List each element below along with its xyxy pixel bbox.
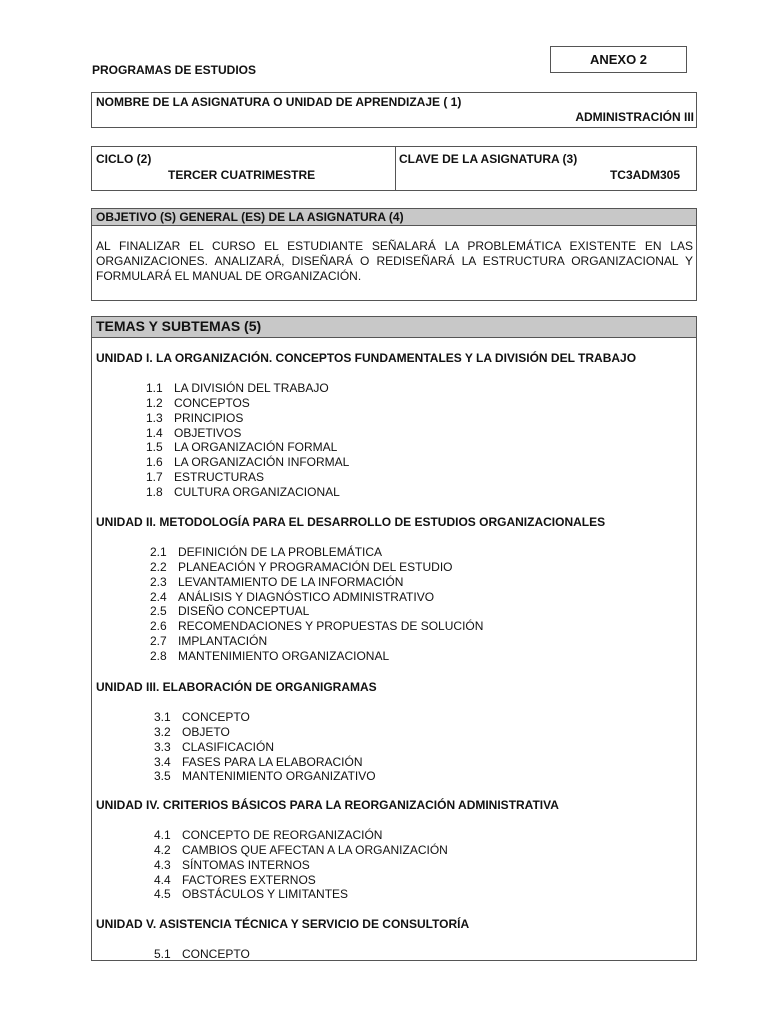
- list-item: [150, 649, 389, 664]
- item-text: OBJETO: [182, 724, 230, 739]
- item-number: 2.8: [150, 648, 167, 663]
- item-text: DEFINICIÓN DE LA PROBLEMÁTICA: [178, 545, 383, 559]
- item-text: FASES PARA LA ELABORACIÓN: [182, 754, 363, 769]
- item-text: MANTENIMIENTO ORGANIZACIONAL: [178, 648, 390, 663]
- list-item: [146, 470, 264, 485]
- list-item: [146, 485, 340, 500]
- item-text: SÍNTOMAS INTERNOS: [182, 857, 310, 872]
- list-item: [150, 619, 483, 634]
- item-text: CONCEPTO DE REORGANIZACIÓN: [182, 828, 383, 842]
- objective-header: [92, 209, 696, 226]
- list-item: [150, 634, 267, 649]
- list-item: [150, 560, 453, 575]
- list-item: [146, 411, 243, 426]
- list-item: [150, 590, 434, 605]
- item-number: 4.1: [154, 828, 171, 842]
- item-number: 2.1: [150, 545, 167, 559]
- programs-title: PROGRAMAS DE ESTUDIOS: [92, 63, 257, 77]
- list-item: [154, 740, 274, 755]
- item-number: 2.2: [150, 559, 167, 574]
- list-item: [146, 440, 337, 455]
- cycle-key-box: [91, 146, 697, 191]
- list-item: [154, 725, 230, 740]
- cycle-divider: [395, 147, 396, 190]
- list-item: [146, 455, 349, 470]
- item-number: 3.2: [154, 724, 171, 739]
- item-number: 4.5: [154, 887, 171, 902]
- list-item: [154, 769, 376, 784]
- item-text: CONCEPTO: [182, 947, 250, 961]
- item-number: 2.5: [150, 604, 167, 619]
- subject-name-value: ADMINISTRACIÓN III: [575, 110, 694, 124]
- item-text: CAMBIOS QUE AFECTAN A LA ORGANIZACIÓN: [182, 842, 448, 857]
- item-number: 3.1: [154, 710, 171, 724]
- item-number: 1.8: [146, 484, 163, 499]
- list-item: [146, 381, 329, 396]
- item-number: 4.4: [154, 872, 171, 887]
- item-number: 2.6: [150, 619, 167, 634]
- unit-title: UNIDAD IV. CRITERIOS BÁSICOS PARA LA REORGANIZACIÓN ADMINISTRATIVA: [96, 798, 559, 812]
- item-number: 1.5: [146, 440, 163, 455]
- list-item: [150, 575, 403, 590]
- cycle-value: TERCER CUATRIMESTRE: [168, 168, 316, 182]
- item-text: OBSTÁCULOS Y LIMITANTES: [182, 887, 349, 902]
- item-text: OBJETIVOS: [174, 425, 242, 440]
- item-text: FACTORES EXTERNOS: [182, 872, 316, 887]
- item-text: MANTENIMIENTO ORGANIZATIVO: [182, 769, 376, 784]
- topics-label: TEMAS Y SUBTEMAS (5): [96, 318, 262, 334]
- list-item: [154, 710, 250, 725]
- item-text: LA DIVISIÓN DEL TRABAJO: [174, 381, 329, 395]
- anexo-box: [550, 46, 687, 73]
- list-item: [150, 545, 382, 560]
- list-item: [154, 828, 382, 843]
- objective-box: [91, 208, 697, 301]
- list-item: [154, 873, 316, 888]
- item-text: ESTRUCTURAS: [174, 470, 265, 485]
- item-text: RECOMENDACIONES Y PROPUESTAS DE SOLUCIÓN: [178, 619, 484, 634]
- item-number: 1.7: [146, 470, 163, 485]
- item-number: 5.1: [154, 947, 171, 961]
- item-text: LA ORGANIZACIÓN INFORMAL: [174, 455, 350, 470]
- list-item: [154, 843, 448, 858]
- list-item: [146, 426, 241, 441]
- subject-name-label: NOMBRE DE LA ASIGNATURA O UNIDAD DE APRENDIZAJE ( 1): [96, 95, 462, 109]
- list-item: [154, 755, 363, 770]
- item-text: CLASIFICACIÓN: [182, 739, 275, 754]
- item-text: LEVANTAMIENTO DE LA INFORMACIÓN: [178, 574, 404, 589]
- list-item: [154, 887, 348, 902]
- item-text: ANÁLISIS Y DIAGNÓSTICO ADMINISTRATIVO: [178, 589, 435, 604]
- item-number: 2.7: [150, 634, 167, 649]
- item-text: CULTURA ORGANIZACIONAL: [174, 484, 340, 499]
- unit-title: UNIDAD III. ELABORACIÓN DE ORGANIGRAMAS: [96, 680, 377, 694]
- subject-name-box: [91, 92, 697, 128]
- item-number: 1.2: [146, 395, 163, 410]
- item-text: CONCEPTOS: [174, 395, 250, 410]
- item-number: 3.5: [154, 769, 171, 784]
- anexo-label: ANEXO 2: [589, 52, 648, 67]
- item-number: 1.4: [146, 425, 163, 440]
- list-item: [150, 604, 309, 619]
- objective-label: OBJETIVO (S) GENERAL (ES) DE LA ASIGNATURA (4): [96, 210, 404, 224]
- item-number: 3.3: [154, 739, 171, 754]
- item-text: IMPLANTACIÓN: [178, 634, 268, 649]
- item-text: PLANEACIÓN Y PROGRAMACIÓN DEL ESTUDIO: [178, 559, 453, 574]
- unit-title: UNIDAD V. ASISTENCIA TÉCNICA Y SERVICIO DE CONSULTORÍA: [96, 917, 470, 931]
- item-number: 1.1: [146, 381, 163, 395]
- item-number: 2.3: [150, 574, 167, 589]
- item-text: LA ORGANIZACIÓN FORMAL: [174, 440, 338, 455]
- item-number: 4.3: [154, 857, 171, 872]
- topics-box: [91, 316, 697, 961]
- item-number: 1.3: [146, 410, 163, 425]
- list-item: [154, 858, 310, 873]
- item-number: 2.4: [150, 589, 167, 604]
- subject-key-value: TC3ADM305: [609, 168, 680, 182]
- item-text: PRINCIPIOS: [174, 410, 244, 425]
- unit-title: UNIDAD II. METODOLOGÍA PARA EL DESARROLLO DE ESTUDIOS ORGANIZACIONALES: [96, 515, 606, 529]
- item-text: DISEÑO CONCEPTUAL: [178, 604, 310, 619]
- item-number: 1.6: [146, 455, 163, 470]
- item-number: 3.4: [154, 754, 171, 769]
- cycle-label: CICLO (2): [96, 152, 152, 166]
- topics-header: [92, 317, 696, 338]
- list-item: [154, 947, 250, 962]
- objective-text: AL FINALIZAR EL CURSO EL ESTUDIANTE SEÑALARÁ LA PROBLEMÁTICA EXISTENTE EN LAS ORGANIZACIONES. ANALIZARÁ, DISEÑARÁ O REDISEÑARÁ LA ESTRUCTURA ORGANIZACIONAL Y FORMULARÁ EL MANUAL DE ORGANIZACIÓN.: [96, 239, 693, 283]
- unit-title: UNIDAD I. LA ORGANIZACIÓN. CONCEPTOS FUNDAMENTALES Y LA DIVISIÓN DEL TRABAJO: [96, 351, 637, 365]
- item-text: CONCEPTO: [182, 710, 250, 724]
- list-item: [146, 396, 250, 411]
- item-number: 4.2: [154, 842, 171, 857]
- subject-key-label: CLAVE DE LA ASIGNATURA (3): [399, 152, 578, 166]
